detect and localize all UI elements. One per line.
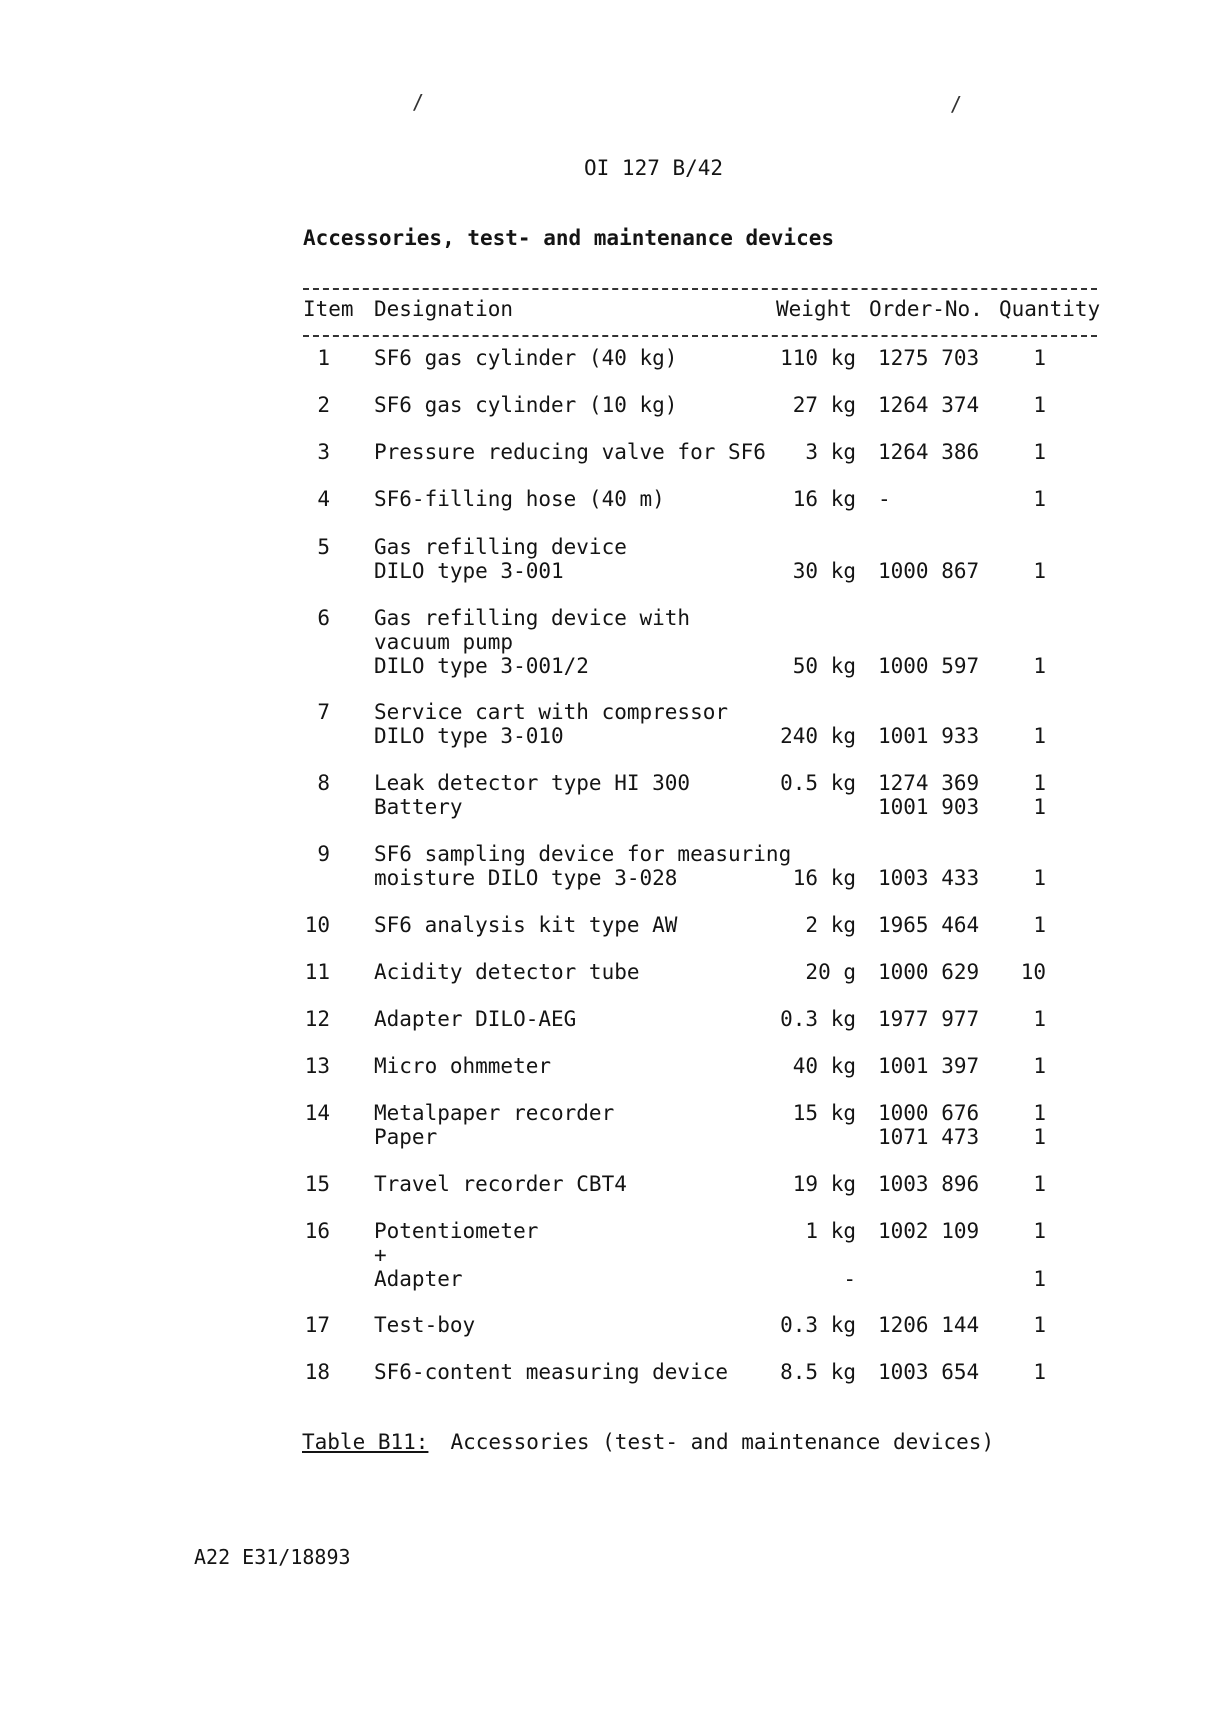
cell-item: 17: [304, 1313, 330, 1337]
cell-quantity: 1: [1033, 440, 1046, 464]
cell-order-no: -: [878, 487, 891, 511]
cell-weight: -: [843, 1267, 856, 1291]
cell-quantity: 1: [1033, 487, 1046, 511]
cell-quantity: 1: [1033, 771, 1046, 795]
cell-designation: Battery: [374, 795, 463, 819]
cell-weight: 30 kg: [792, 559, 856, 583]
cell-quantity: 1: [1033, 795, 1046, 819]
cell-item: 9: [317, 842, 330, 866]
cell-designation: Leak detector type HI 300: [374, 771, 691, 795]
cell-weight: 27 kg: [792, 393, 856, 417]
cell-quantity: 1: [1033, 1101, 1046, 1125]
cell-item: 7: [317, 700, 330, 724]
cell-designation: Pressure reducing valve for SF6: [374, 440, 766, 464]
cell-item: 2: [317, 393, 330, 417]
cell-weight: 40 kg: [792, 1054, 856, 1078]
cell-designation: Micro ohmmeter: [374, 1054, 552, 1078]
table-header-rule: [303, 335, 1097, 337]
cell-order-no: 1000 629: [878, 960, 980, 984]
cell-designation: Metalpaper recorder: [374, 1101, 615, 1125]
cell-designation: SF6 gas cylinder (40 kg): [374, 346, 678, 370]
cell-designation: Travel recorder CBT4: [374, 1172, 627, 1196]
cell-quantity: 1: [1033, 559, 1046, 583]
cell-item: 8: [317, 771, 330, 795]
cell-weight: 2 kg: [805, 913, 856, 937]
table-caption: [302, 1430, 994, 1454]
cell-item: 5: [317, 535, 330, 559]
cell-order-no: 1264 386: [878, 440, 980, 464]
column-header-designation: Designation: [374, 297, 514, 321]
cell-item: 16: [304, 1219, 330, 1243]
cell-item: 10: [304, 913, 330, 937]
cell-item: 13: [304, 1054, 330, 1078]
column-header-quantity: Quantity: [999, 297, 1101, 321]
cell-order-no: 1001 903: [878, 795, 980, 819]
cell-designation: DILO type 3-001/2: [374, 654, 589, 678]
cell-item: 11: [304, 960, 330, 984]
cell-quantity: 1: [1033, 1267, 1046, 1291]
cell-weight: 0.5 kg: [780, 771, 856, 795]
cell-order-no: 1071 473: [878, 1125, 980, 1149]
cell-quantity: 1: [1033, 1313, 1046, 1337]
cell-order-no: 1003 654: [878, 1360, 980, 1384]
cell-designation: SF6 sampling device for measuring: [374, 842, 792, 866]
cell-designation: Gas refilling device: [374, 535, 627, 559]
cell-item: 6: [317, 606, 330, 630]
cell-weight: 15 kg: [792, 1101, 856, 1125]
cell-weight: 0.3 kg: [780, 1007, 856, 1031]
cell-designation: Acidity detector tube: [374, 960, 640, 984]
cell-order-no: 1275 703: [878, 346, 980, 370]
cell-weight: 8.5 kg: [780, 1360, 856, 1384]
cell-designation: DILO type 3-010: [374, 724, 564, 748]
cell-quantity: 1: [1033, 393, 1046, 417]
cell-weight: 110 kg: [780, 346, 856, 370]
table-caption-text: Accessories (test- and maintenance devices): [450, 1430, 995, 1454]
cell-item: 3: [317, 440, 330, 464]
cell-weight: 19 kg: [792, 1172, 856, 1196]
cell-order-no: 1264 374: [878, 393, 980, 417]
cell-weight: 240 kg: [780, 724, 856, 748]
cell-quantity: 1: [1033, 1219, 1046, 1243]
cell-order-no: 1274 369: [878, 771, 980, 795]
cell-item: 15: [304, 1172, 330, 1196]
cell-weight: 3 kg: [805, 440, 856, 464]
cell-quantity: 1: [1033, 1360, 1046, 1384]
cell-designation: Paper: [374, 1125, 438, 1149]
scan-mark-right: /: [950, 92, 963, 116]
cell-item: 18: [304, 1360, 330, 1384]
cell-quantity: 1: [1033, 913, 1046, 937]
cell-designation: Potentiometer: [374, 1219, 539, 1243]
cell-order-no: 1002 109: [878, 1219, 980, 1243]
cell-weight: 1 kg: [805, 1219, 856, 1243]
cell-weight: 50 kg: [792, 654, 856, 678]
column-header-item: Item: [303, 297, 354, 321]
cell-designation: +: [374, 1243, 387, 1267]
cell-order-no: 1000 867: [878, 559, 980, 583]
cell-order-no: 1003 433: [878, 866, 980, 890]
cell-quantity: 1: [1033, 1125, 1046, 1149]
column-header-order-no: Order-No.: [869, 297, 983, 321]
cell-order-no: 1965 464: [878, 913, 980, 937]
footer-reference: A22 E31/18893: [194, 1545, 351, 1569]
cell-order-no: 1206 144: [878, 1313, 980, 1337]
cell-order-no: 1000 676: [878, 1101, 980, 1125]
cell-designation: SF6 analysis kit type AW: [374, 913, 678, 937]
cell-weight: 16 kg: [792, 866, 856, 890]
cell-weight: 0.3 kg: [780, 1313, 856, 1337]
cell-weight: 16 kg: [792, 487, 856, 511]
cell-item: 1: [317, 346, 330, 370]
cell-quantity: 1: [1033, 346, 1046, 370]
cell-weight: 20 g: [805, 960, 856, 984]
column-header-weight: Weight: [776, 297, 852, 321]
cell-designation: Adapter: [374, 1267, 463, 1291]
cell-quantity: 1: [1033, 654, 1046, 678]
page-heading: Accessories, test- and maintenance devices: [303, 226, 835, 250]
cell-designation: Service cart with compressor: [374, 700, 729, 724]
table-top-rule: [303, 288, 1097, 290]
cell-order-no: 1000 597: [878, 654, 980, 678]
cell-designation: Gas refilling device with: [374, 606, 691, 630]
table-caption-label: Table B11:: [302, 1430, 429, 1454]
cell-order-no: 1003 896: [878, 1172, 980, 1196]
cell-quantity: 1: [1033, 866, 1046, 890]
cell-designation: Adapter DILO-AEG: [374, 1007, 577, 1031]
cell-designation: Test-boy: [374, 1313, 476, 1337]
cell-item: 14: [304, 1101, 330, 1125]
cell-quantity: 10: [1020, 960, 1046, 984]
cell-item: 12: [304, 1007, 330, 1031]
cell-order-no: 1001 397: [878, 1054, 980, 1078]
cell-quantity: 1: [1033, 724, 1046, 748]
cell-designation: SF6 gas cylinder (10 kg): [374, 393, 678, 417]
cell-designation: SF6-content measuring device: [374, 1360, 729, 1384]
cell-item: 4: [317, 487, 330, 511]
cell-quantity: 1: [1033, 1007, 1046, 1031]
cell-designation: vacuum pump: [374, 630, 514, 654]
cell-designation: DILO type 3-001: [374, 559, 564, 583]
cell-order-no: 1977 977: [878, 1007, 980, 1031]
document-code: OI 127 B/42: [584, 156, 724, 180]
cell-order-no: 1001 933: [878, 724, 980, 748]
cell-designation: SF6-filling hose (40 m): [374, 487, 665, 511]
scan-mark-left: /: [412, 90, 425, 114]
cell-designation: moisture DILO type 3-028: [374, 866, 678, 890]
cell-quantity: 1: [1033, 1172, 1046, 1196]
cell-quantity: 1: [1033, 1054, 1046, 1078]
